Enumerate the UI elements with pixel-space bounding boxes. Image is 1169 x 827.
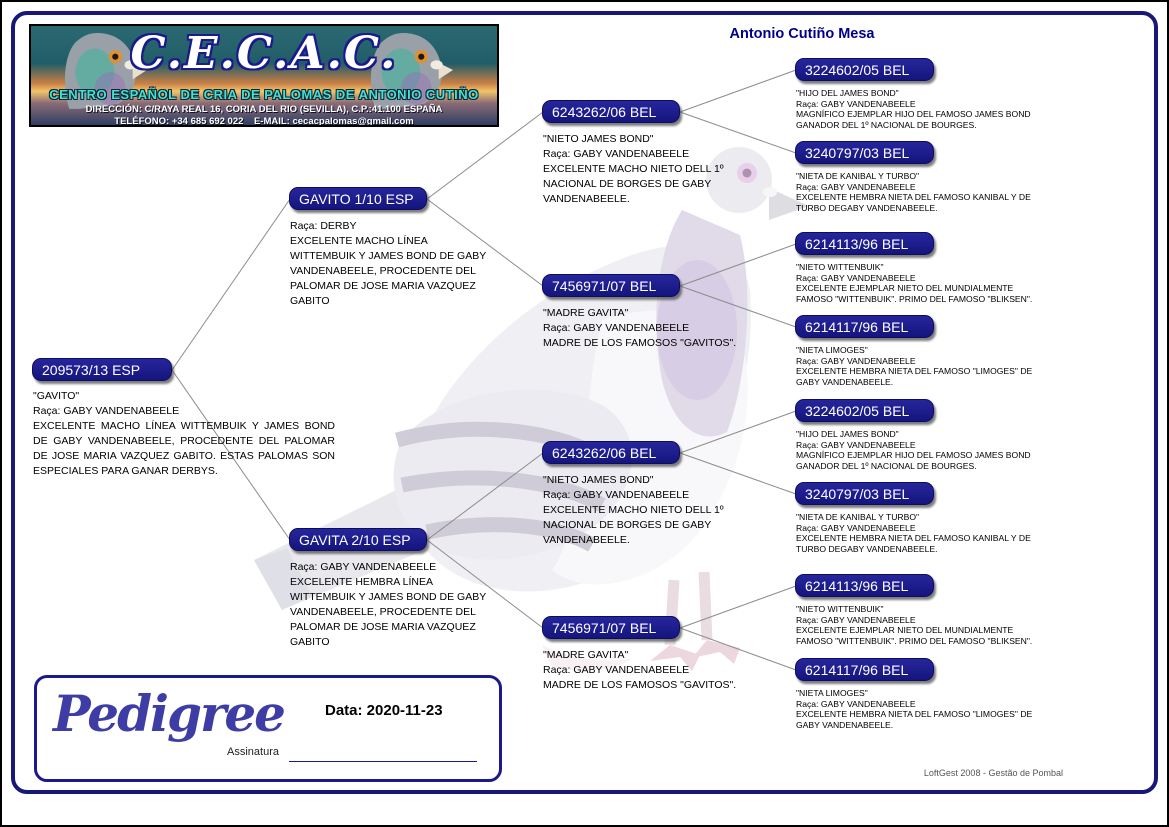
desc-sire (290, 219, 492, 309)
pigeon-race: Raça: GABY VANDENABEELE (796, 522, 916, 533)
ring-number: GAVITA 2/10 ESP (299, 532, 411, 548)
pigeon-name: "NIETA LIMOGES" (796, 345, 868, 355)
pigeon-race: Raça: GABY VANDENABEELE (290, 561, 437, 573)
signature-label: Assinatura (227, 746, 279, 758)
pigeon-race: Raça: GABY VANDENABEELE (796, 614, 916, 625)
pigeon-name: "MADRE GAVITA" (543, 649, 629, 661)
pigeon-name: "MADRE GAVITA" (543, 307, 629, 319)
pigeon-notes: EXCELENTE HEMBRA NIETA DEL FAMOSO "LIMOGES" DE GABY VANDENABEELE. (796, 709, 1033, 730)
pigeon-name: "HIJO DEL JAMES BOND" (796, 88, 899, 98)
ring-box-g3-3 (542, 441, 680, 464)
ring-box-g4-6 (795, 482, 934, 505)
pigeon-race: Raça: GABY VANDENABEELE (543, 322, 690, 334)
ring-number: 3224602/05 BEL (805, 62, 910, 78)
pedigree-brand-script: Pedigree (53, 684, 284, 743)
pigeon-name: "NIETO WITTENBUIK" (796, 604, 884, 614)
desc-g3-3 (543, 473, 761, 548)
pigeon-notes: EXCELENTE EJEMPLAR NIETO DEL MUNDIALMENTE FAMOSO "WITTENBUIK". PRIMO DEL FAMOSO "BLIKSEN". (796, 283, 1033, 304)
pigeon-notes: EXCELENTE MACHO LÍNEA WITTEMBUIK Y JAMES BOND DE GABY VANDENABEELE, PROCEDENTE DEL PALOMAR DE JOSE MARIA VAZQUEZ GABITO. ESTAS PALOMAS SON ESPECIALES PARA GANAR DERBYS. (33, 420, 335, 477)
logo-phone-email: TELÉFONO: +34 685 692 022 E-MAIL: cecacpalomas@gmail.com (114, 116, 414, 127)
desc-g4-2 (796, 171, 1052, 213)
desc-dam (290, 560, 492, 650)
ring-box-g3-2 (542, 274, 680, 297)
pigeon-name: "HIJO DEL JAMES BOND" (796, 429, 899, 439)
ring-box-g4-1 (795, 58, 934, 81)
pigeon-name: "NIETA LIMOGES" (796, 688, 868, 698)
pigeon-notes: EXCELENTE EJEMPLAR NIETO DEL MUNDIALMENTE FAMOSO "WITTENBUIK". PRIMO DEL FAMOSO "BLIKSEN". (796, 625, 1033, 646)
date-label: Data: 2020-11-23 (325, 702, 443, 719)
pigeon-notes: MAGNÍFICO EJEMPLAR HIJO DEL FAMOSO JAMES BOND GANADOR DEL 1º NACIONAL DE BOURGES. (796, 450, 1031, 471)
desc-g4-8 (796, 688, 1052, 730)
ring-box-g4-2 (795, 141, 934, 164)
desc-g3-1 (543, 132, 761, 207)
owner-name: Antonio Cutiño Mesa (729, 26, 875, 42)
pigeon-race: Raça: GABY VANDENABEELE (543, 148, 690, 160)
pigeon-name: "NIETO JAMES BOND" (543, 474, 654, 486)
pigeon-name: "NIETO WITTENBUIK" (796, 262, 884, 272)
pedigree-footer-box (34, 675, 502, 782)
ring-box-g4-8 (795, 658, 934, 681)
ring-number: 7456971/07 BEL (552, 278, 657, 294)
pigeon-notes: MADRE DE LOS FAMOSOS "GAVITOS". (543, 337, 737, 349)
desc-g4-4 (796, 345, 1052, 387)
ring-number: 209573/13 ESP (42, 362, 141, 378)
app-credit: LoftGest 2008 - Gestão de Pombal (923, 768, 1063, 778)
pigeon-race: Raça: GABY VANDENABEELE (796, 98, 916, 109)
pigeon-race: Raça: GABY VANDENABEELE (543, 664, 690, 676)
ring-box-dam (289, 528, 427, 551)
desc-g3-2 (543, 306, 761, 351)
ring-box-g3-4 (542, 616, 680, 639)
pigeon-race: Raça: DERBY (290, 220, 357, 232)
pigeon-name: "NIETA DE KANIBAL Y TURBO" (796, 512, 920, 522)
pigeon-name: "NIETO JAMES BOND" (543, 133, 654, 145)
ring-box-g3-1 (542, 100, 680, 123)
ring-box-subject (32, 358, 172, 381)
pigeon-race: Raça: GABY VANDENABEELE (543, 489, 690, 501)
pigeon-notes: EXCELENTE HEMBRA NIETA DEL FAMOSO KANIBAL Y DE TURBO DEGABY VANDENABEELE. (796, 192, 1031, 213)
pigeon-notes: EXCELENTE HEMBRA NIETA DEL FAMOSO KANIBAL Y DE TURBO DEGABY VANDENABEELE. (796, 533, 1031, 554)
pigeon-race: Raça: GABY VANDENABEELE (796, 698, 916, 709)
ring-number: 6214117/96 BEL (805, 319, 909, 335)
ring-box-sire (289, 187, 427, 210)
ring-number: 6243262/06 BEL (552, 104, 657, 120)
logo-acronym: C.E.C.A.C. (130, 28, 398, 79)
pigeon-race: Raça: GABY VANDENABEELE (796, 355, 916, 366)
ring-number: 6214117/96 BEL (805, 662, 909, 678)
pigeon-race: Raça: GABY VANDENABEELE (33, 405, 180, 417)
ring-box-g4-4 (795, 315, 934, 338)
pigeon-name: "GAVITO" (33, 390, 80, 402)
ring-number: 3240797/03 BEL (805, 145, 910, 161)
ring-box-g4-3 (795, 232, 934, 255)
desc-g4-1 (796, 88, 1052, 130)
desc-subject (33, 389, 335, 479)
ring-box-g4-7 (795, 574, 934, 597)
desc-g4-6 (796, 512, 1052, 554)
ring-number: 7456971/07 BEL (552, 620, 657, 636)
pigeon-race: Raça: GABY VANDENABEELE (796, 439, 916, 450)
ring-number: 6243262/06 BEL (552, 445, 657, 461)
signature-line (289, 761, 477, 762)
pigeon-notes: EXCELENTE MACHO NIETO DELL 1º NACIONAL DE BORGES DE GABY VANDENABEELE. (543, 163, 724, 205)
pigeon-race: Raça: GABY VANDENABEELE (796, 181, 916, 192)
pigeon-notes: MADRE DE LOS FAMOSOS "GAVITOS". (543, 679, 737, 691)
pigeon-notes: EXCELENTE HEMBRA NIETA DEL FAMOSO "LIMOGES" DE GABY VANDENABEELE. (796, 366, 1033, 387)
desc-g4-5 (796, 429, 1052, 471)
ring-number: 6214113/96 BEL (805, 578, 909, 594)
logo-center-name: CENTRO ESPAÑOL DE CRIA DE PALOMAS DE ANTONIO CUTIÑO (49, 87, 479, 102)
desc-g4-7 (796, 604, 1052, 646)
ring-number: 3240797/03 BEL (805, 486, 910, 502)
ring-box-g4-5 (795, 399, 934, 422)
ring-number: GAVITO 1/10 ESP (299, 191, 414, 207)
logo-address: DIRECCIÓN: C/RAYA REAL 16, CORIA DEL RIO (SEVILLA), C.P.:41.100 ESPAÑA (85, 104, 443, 115)
pigeon-notes: EXCELENTE MACHO LÍNEA WITTEMBUIK Y JAMES BOND DE GABY VANDENABEELE, PROCEDENTE DEL PALOMAR DE JOSE MARIA VAZQUEZ GABITO (290, 235, 487, 307)
pigeon-notes: EXCELENTE MACHO NIETO DELL 1º NACIONAL DE BORGES DE GABY VANDENABEELE. (543, 504, 724, 546)
desc-g4-3 (796, 262, 1052, 304)
pigeon-notes: MAGNÍFICO EJEMPLAR HIJO DEL FAMOSO JAMES BOND GANADOR DEL 1º NACIONAL DE BOURGES. (796, 109, 1031, 130)
ring-number: 6214113/96 BEL (805, 236, 909, 252)
pigeon-race: Raça: GABY VANDENABEELE (796, 272, 916, 283)
desc-g3-4 (543, 648, 761, 693)
pigeon-name: "NIETA DE KANIBAL Y TURBO" (796, 171, 920, 181)
ring-number: 3224602/05 BEL (805, 403, 910, 419)
pigeon-notes: EXCELENTE HEMBRA LÍNEA WITTEMBUIK Y JAMES BOND DE GABY VANDENABEELE, PROCEDENTE DEL PALOMAR DE JOSE MARIA VAZQUEZ GABITO (290, 576, 487, 648)
